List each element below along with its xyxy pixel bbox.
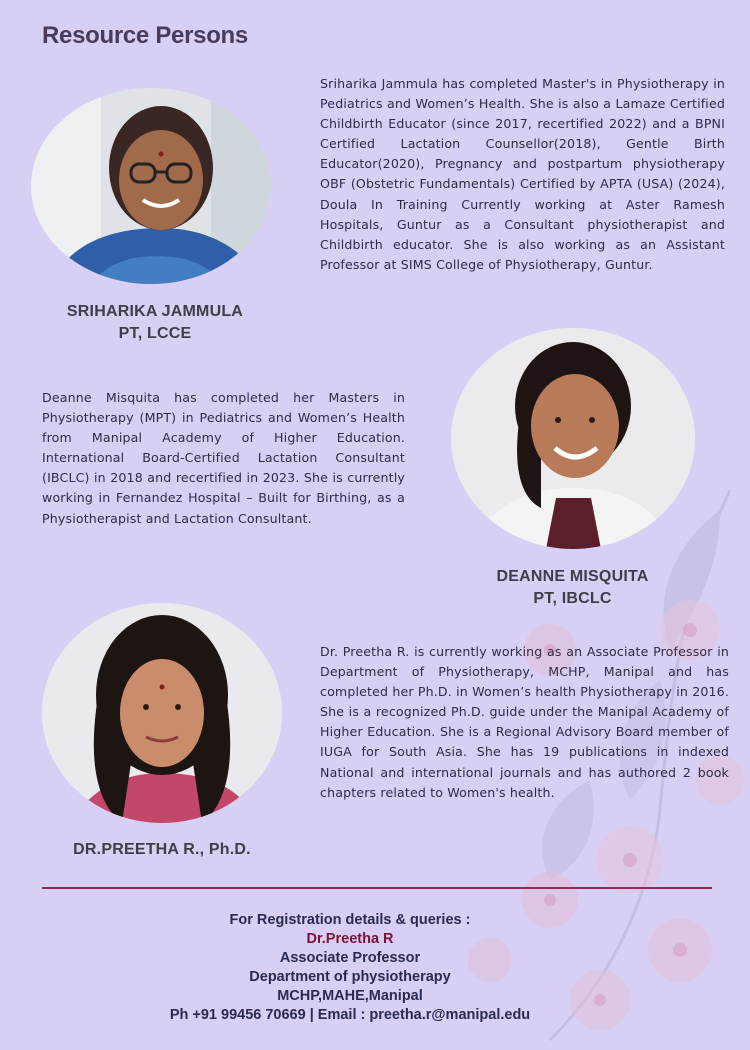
contact-name: Dr.Preetha R — [306, 931, 394, 947]
photo-sriharika-jammula — [31, 88, 271, 284]
portrait-image — [31, 88, 271, 284]
person-name-preetha — [42, 839, 282, 861]
portrait-image — [451, 328, 695, 549]
person-name: DEANNE MISQUITA — [496, 568, 649, 585]
photo-preetha-r — [42, 603, 282, 823]
person-name: DR.PREETHA R., Ph.D. — [73, 841, 251, 858]
contact-block — [75, 911, 625, 1025]
portrait-image — [42, 603, 282, 823]
contact-heading: For Registration details & queries : — [229, 912, 471, 928]
contact-department: Department of physiotherapy — [249, 969, 451, 985]
person-name-deanne — [440, 566, 705, 610]
person-name: SRIHARIKA JAMMULA — [66, 303, 244, 320]
section-divider — [42, 887, 712, 889]
contact-phone-email[interactable]: Ph +91 99456 70669 | Email : preetha.r@manipal.edu — [169, 1007, 531, 1023]
bio-sriharika: Sriharika Jammula has completed Master's in Physiotherapy in Pediatrics and Women’s Health. She is also a Lamaze Certified Childbirth Educator (since 2017, recertified 2022) and a BPNI Certified Lactation Counsellor(2018), Gentle Birth Educator(2020), Pregnancy and postpartum physiotherapy OBF (Obstetric Fundamentals) Certified by APTA (USA) (2024), Doula In Training Currently working at Aster Ramesh Hospitals, Guntur as a Consultant physiotherapist and Childbirth educator. She is also working as an Assistant Professor at SIMS College of Physiotherapy, Guntur. — [320, 76, 725, 272]
page-title: Resource Persons — [42, 22, 248, 49]
person-credentials: PT, LCCE — [118, 325, 192, 342]
person-credentials: PT, IBCLC — [533, 590, 612, 607]
photo-deanne-misquita — [451, 328, 695, 549]
contact-role: Associate Professor — [279, 950, 421, 966]
bio-deanne: Deanne Misquita has completed her Masters in Physiotherapy (MPT) in Pediatrics and Women’s Health from Manipal Academy of Higher Education. International Board-Certified Lactation Consultant (IBCLC) in 2018 and recertified in 2023. She is currently working in Fernandez Hospital – Built for Birthing, as a Physiotherapist and Lactation Consultant. — [42, 390, 405, 526]
person-name-sriharika — [30, 301, 280, 345]
contact-institution: MCHP,MAHE,Manipal — [277, 988, 423, 1004]
bio-preetha: Dr. Preetha R. is currently working as an Associate Professor in Department of Physiotherapy, MCHP, Manipal and has completed her Ph.D. in Women’s health Physiotherapy in 2016. She is a recognized Ph.D. guide under the Manipal Academy of Higher Education. She is a Regional Advisory Board member of IUGA for South Asia. She has 19 publications in indexed National and international journals and has authored 2 book chapters related to Women's health. — [320, 644, 729, 800]
